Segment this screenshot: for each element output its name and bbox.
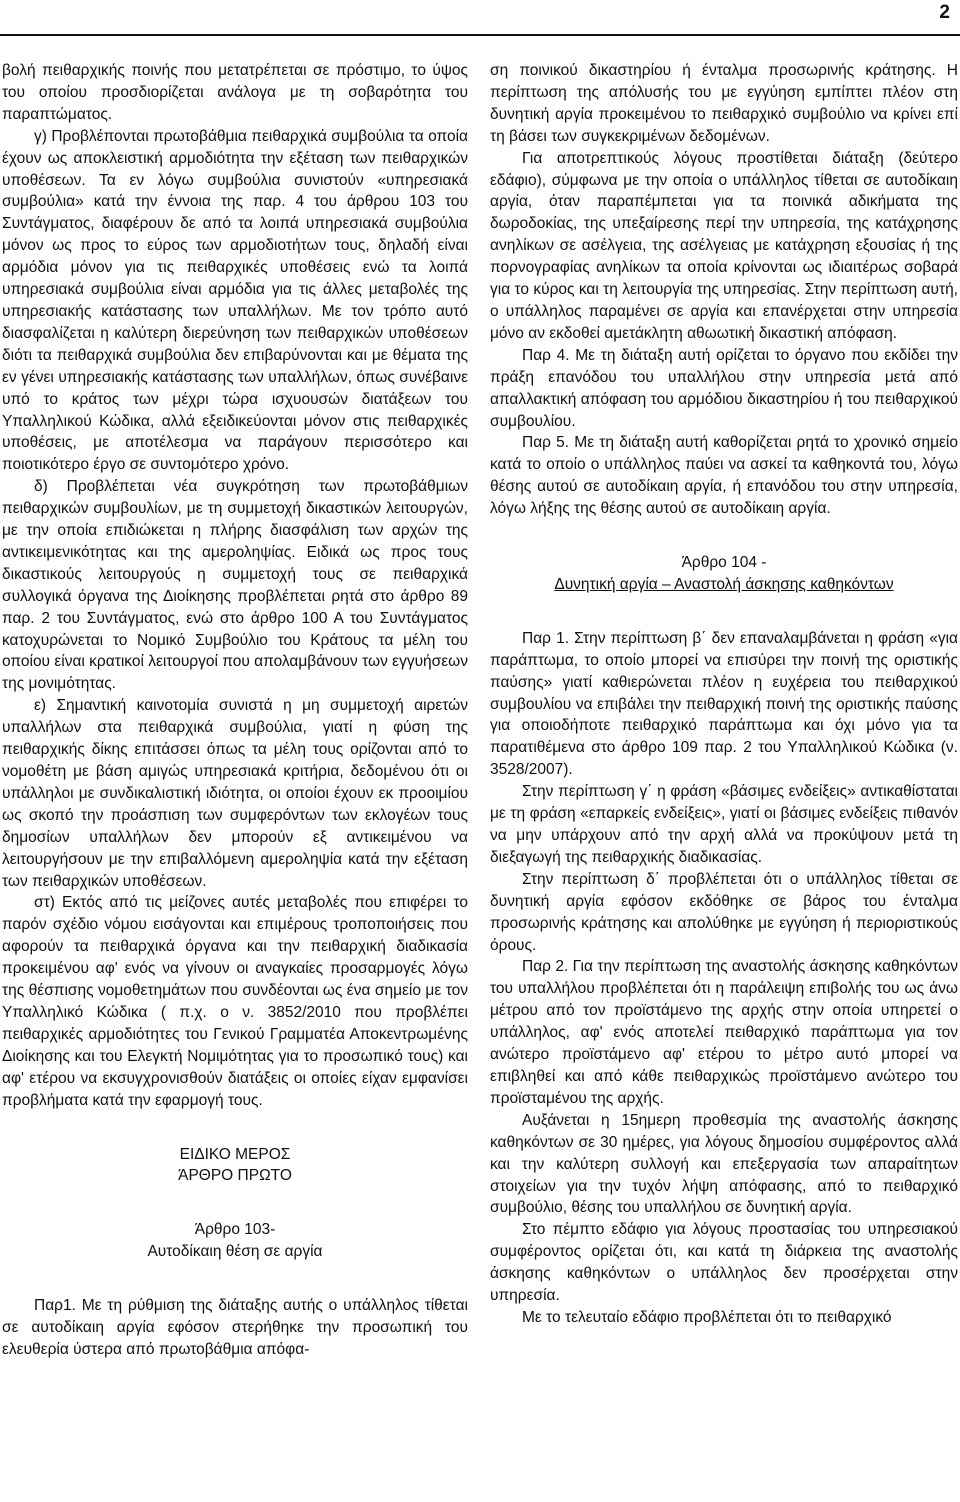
paragraph: Για αποτρεπτικούς λόγους προστίθεται διάταξη (δεύτερο εδάφιο), σύμφωνα με την οποία ο υπάλληλος τίθεται σε αυτοδίκαιη αργία, όταν παραπέμπεται για τα ποινικά αδικήματα της δωροδοκίας, της υπεξαίρεσης περί την υπηρεσία, της κατάχρησης ανηλίκων σε ασέλγεια, της ασέλγειας με κατάχρηση εξουσίας ή της πορνογραφίας ανηλίκων τα οποία κρίνονται ως ιδιαιτέρως σοβαρά για το κύρος και τη λειτουργία της υπηρεσίας. Στην περίπτωση αυτή, ο υπάλληλος παραμένει σε αργία και επανέρχεται στην υπηρεσία μόνο αν εκδοθεί αμετάκλητη αθωωτική δικαστική απόφαση. bbox=[490, 149, 958, 342]
spacer bbox=[2, 1263, 468, 1295]
left-column bbox=[2, 60, 468, 1361]
paragraph: δ) Προβλέπεται νέα συγκρότηση των πρωτοβάθμιων πειθαρχικών συμβουλίων, με τη συμμετοχή δικαστικών λειτουργών, με την οποία επιδιώκεται η πλήρης διασφάλιση των αρχών της αντικειμενικότητας και της αμεροληψίας. Ειδικά ως προς τους δικαστικούς λειτουργούς η συμμετοχή τους σε πειθαρχικά συλλογικά όργανα της Διοίκησης προβλέπεται ρητά στο άρθρο 89 παρ. 2 του Συντάγματος, ενώ στο άρθρο 100 Α του Συντάγματος κατοχυρώνεται το Νομικό Συμβούλιο του Κράτους τα μέλη του οποίου είναι κρατικοί λειτουργοί που απολαμβάνουν των εγγυήσεων της μονιμότητας. bbox=[2, 478, 468, 693]
section-subheading: ΆΡΘΡΟ ΠΡΩΤΟ bbox=[178, 1167, 292, 1185]
page-number: 2 bbox=[939, 2, 950, 23]
paragraph: Παρ1. Με τη ρύθμιση της διάταξης αυτής ο υπάλληλος τίθεται σε αυτοδίκαιη αργία εφόσον στερήθηκε την προσωπική του ελευθερία ύστερα από πρωτοβάθμια απόφα- bbox=[2, 1297, 468, 1358]
article-subtitle: Αυτοδίκαιη θέση σε αργία bbox=[147, 1243, 323, 1261]
paragraph: Παρ 1. Στην περίπτωση β΄ δεν επαναλαμβάνεται η φράση «για παράπτωμα, το οποίο μπορεί να επισύρει την ποινή της οριστικής παύσης» γιατί καθιερώνεται πλέον η ευχέρεια του πειθαρχικού συμβουλίου να επιβάλει την πειθαρχική ποινή της οριστικής παύσης για οποιοδήποτε πειθαρχικό παράπτωμα και όχι μόνο για τα παρατιθέμενα στο άρθρο 109 παρ. 2 του Υπαλληλικού Κώδικα (ν. 3528/2007). bbox=[490, 629, 958, 779]
paragraph: στ) Εκτός από τις μείζονες αυτές μεταβολές που επιφέρει το παρόν σχέδιο νόμου εισάγονται και επιμέρους τροποποιήσεις που αφορούν τα πειθαρχικά όργανα και την πειθαρχική διαδικασία προκειμένου αφ' ενός να γίνουν οι αναγκαίες προσαρμογές λόγω της θέσπισης νομοθετημάτων που συνδέονται ως ένα σημείο με τον Υπαλληλικό Κώδικα ( π.χ. ο ν. 3852/2010 που προβλέπει πειθαρχικές αρμοδιότητες του Γενικού Γραμματέα Αποκεντρωμένης Διοίκησης και του Ελεγκτή Νομιμότητας για το προσωπικό τους) και αφ' ετέρου να εκσυγχρονισθούν διατάξεις οι οποίες είχαν εμφανίσει προβλήματα κατά την εφαρμογή τους. bbox=[2, 894, 468, 1109]
right-column bbox=[490, 60, 958, 1329]
paragraph: Αυξάνεται η 15ημερη προθεσμία της αναστολής άσκησης καθηκόντων σε 30 ημέρες, για λόγους δημοσίου συμφέροντος αλλά και την καλύτερη συλλογή και επεξεργασία των απαραίτητων στοιχείων για την τυχόν λήψη απόφασης, από το πειθαρχικό συμβούλιο, θέσης του υπαλλήλου σε δυνητική αργία. bbox=[490, 1111, 958, 1217]
paragraph: Με το τελευταίο εδάφιο προβλέπεται ότι το πειθαρχικό bbox=[522, 1308, 892, 1326]
spacer bbox=[490, 596, 958, 628]
paragraph: βολή πειθαρχικής ποινής που μετατρέπεται σε πρόστιμο, το ύψος του οποίου προσδιορίζεται ανάλογα με τη σοβαρότητα του παραπτώματος. bbox=[2, 62, 468, 123]
spacer bbox=[2, 1187, 468, 1219]
paragraph: γ) Προβλέπονται πρωτοβάθμια πειθαρχικά συμβούλια τα οποία έχουν ως αποκλειστική αρμοδιότητα την εξέταση των πειθαρχικών υποθέσεων. Τα εν λόγω συμβούλια συνιστούν «υπηρεσιακά συμβούλια» κατά την έννοια της παρ. 4 του άρθρου 103 του Συντάγματος, διαφέρουν δε από τα λοιπά υπηρεσιακά συμβούλια μόνον ως προς το εύρος των αρμοδιοτήτων τους, δηλαδή είναι αρμόδια μόνον για τις πειθαρχικές υποθέσεις ενώ τα λοιπά υπηρεσιακά συμβούλια είναι αρμόδια για τις άλλες μεταβολές της υπηρεσιακής κατάστασης των υπαλλήλων. Με τον τρόπο αυτό διασφαλίζεται η καλύτερη διερεύνηση των πειθαρχικών υποθέσεων διότι τα πειθαρχικά συμβούλια δεν επιβαρύνονται και με θέματα της εν γένει υπηρεσιακής κατάστασης των υπαλλήλων, όπως συνέβαινε υπό το κράτος των μέχρι τώρα ισχυουσών διατάξεων του Υπαλληλικού Κώδικα, αλλά εξειδικεύονται μόνον στις πειθαρχικές υποθέσεις, με αποτέλεσμα να παράγουν περισσότερο και ποιοτικότερο έργο σε συντομότερο χρόνο. bbox=[2, 127, 468, 474]
spacer bbox=[490, 520, 958, 552]
paragraph: Παρ 2. Για την περίπτωση της αναστολής άσκησης καθηκόντων του υπαλλήλου προβλέπεται ότι η παράλειψη επιβολής του ως άνω μέτρου από τον προϊστάμενο της αρχής στην οποία υπηρετεί ο υπάλληλος, αφ' ενός αποτελεί πειθαρχικό παράπτωμα για τον ανώτερο προϊστάμενο αφ' ετέρου το μέτρο αυτό μπορεί να επιβληθεί και από κάθε πειθαρχικώς προϊστάμενο ανώτερο του προϊσταμένου της αρχής. bbox=[490, 958, 958, 1107]
paragraph: Στο πέμπτο εδάφιο για λόγους προστασίας του υπηρεσιακού συμφέροντος ορίζεται ότι, και κατά τη διάρκεια της αναστολής άσκησης καθηκόντων ο υπάλληλος δεν προσέρχεται στην υπηρεσία. bbox=[490, 1221, 958, 1305]
paragraph: ση ποινικού δικαστηρίου ή ένταλμα προσωρινής κράτησης. Η περίπτωση της απόλυσής του με εγγύηση εμπίπτει πλέον στη δυνητική αργία προκειμένου το πειθαρχικό συμβούλιο να κρίνει επί τη βάσει των συγκεκριμένων δεδομένων. bbox=[490, 62, 958, 145]
paragraph: ε) Σημαντική καινοτομία συνιστά η μη συμμετοχή αιρετών υπαλλήλων στα πειθαρχικά συμβούλια, γιατί η φύση της πειθαρχικής δίκης επιτάσσει όπως τα μέλη τους ορίζονται από το νομοθέτη με βάση αμιγώς υπηρεσιακά κριτήρια, δεδομένου ότι οι υπάλληλοι με συνδικαλιστική ιδιότητα, οι οποίοι έχουν εκ προοιμίου ως σκοπό την προάσπιση των συμφερόντων των εκλογέων τους δημοσίων υπαλλήλων δεν μπορούν εξ αντικειμένου να λειτουργήσουν με την επιβαλλόμενη αμεροληψία κατά την εξέταση των πειθαρχικών υποθέσεων. bbox=[2, 697, 468, 890]
header-rule bbox=[0, 34, 960, 36]
article-title: Άρθρο 103- bbox=[194, 1221, 276, 1239]
article-subtitle: Δυνητική αργία – Αναστολή άσκησης καθηκόντων bbox=[554, 575, 894, 593]
section-heading: ΕΙΔΙΚΟ ΜΕΡΟΣ bbox=[179, 1145, 291, 1163]
paragraph: Στην περίπτωση δ΄ προβλέπεται ότι ο υπάλληλος τίθεται σε δυνητική αργία εφόσον εκδόθηκε σε βάρος του ένταλμα προσωρινής κράτησης και απολύθηκε με εγγύηση ή περιοριστικούς όρους. bbox=[490, 870, 958, 954]
paragraph: Παρ 4. Με τη διάταξη αυτή ορίζεται το όργανο που εκδίδει την πράξη επανόδου του υπαλλήλου στην υπηρεσία μετά από απαλλακτική απόφαση του αρμόδιου δικαστηρίου ή του πειθαρχικού συμβουλίου. bbox=[490, 346, 958, 430]
article-title: Άρθρο 104 - bbox=[681, 554, 767, 572]
paragraph: Παρ 5. Με τη διάταξη αυτή καθορίζεται ρητά το χρονικό σημείο κατά το οποίο ο υπάλληλος παύει να ασκεί τα καθηκοντά του, λόγω θέσης αυτού σε αυτοδίκαιη αργία, ή επανόδου του στην υπηρεσία, λόγω λήξης της θέσης αυτού σε αυτοδίκαιη αργία. bbox=[490, 434, 958, 518]
paragraph: Στην περίπτωση γ΄ η φράση «βάσιμες ενδείξεις» αντικαθίσταται με τη φράση «επαρκείς ενδείξεις», γιατί οι βάσιμες ενδείξεις πιθανόν να μην υπάρχουν από την αρχή αλλά να προκύψουν μετά τη διεξαγωγή της πειθαρχικής διαδικασίας. bbox=[490, 783, 958, 866]
spacer bbox=[2, 1112, 468, 1144]
